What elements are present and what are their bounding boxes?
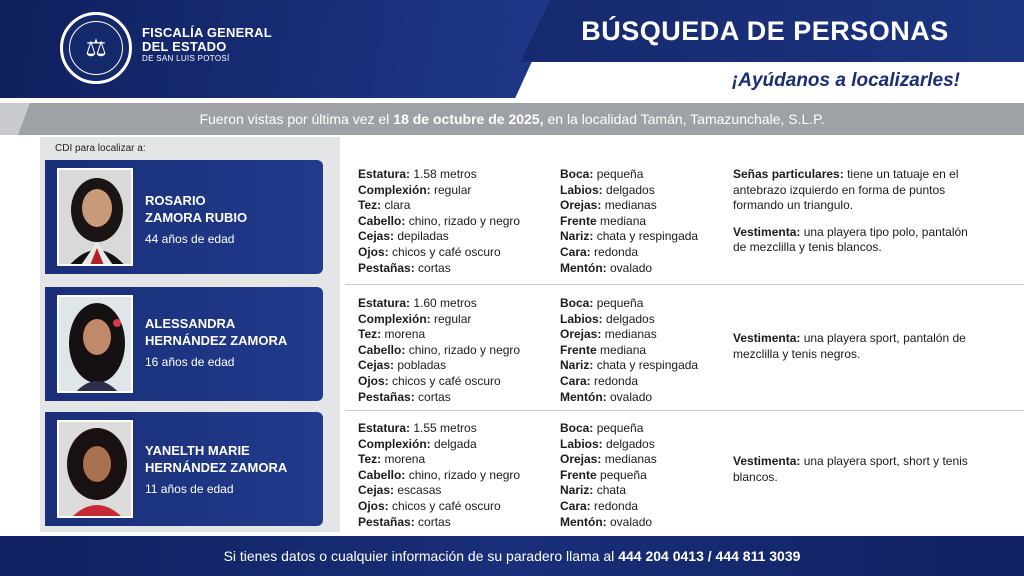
person-photo-2 xyxy=(57,295,133,393)
extra-info-3: Vestimenta: una playera sport, short y tenis blancos. xyxy=(733,454,968,484)
person-name-2: ALESSANDRA HERNÁNDEZ ZAMORA xyxy=(145,316,288,348)
page-subtitle: ¡Ayúdanos a localizarles! xyxy=(731,70,960,91)
org-subtitle: DE SAN LUIS POTOSÍ xyxy=(142,54,230,63)
person-age-3: 11 años de edad xyxy=(145,482,234,496)
row-divider xyxy=(345,410,1024,411)
extra-info-1: Señas particulares: tiene un tatuaje en el antebrazo izquierdo en forma de puntos formando un triangulo. Vestimenta: una playera tipo polo, pantalón de mezclilla y tenis blancos. xyxy=(733,167,968,255)
last-seen-bar: Fueron vistas por última vez el 18 de octubre de 2025, en la localidad Tamán, Tamazunchale, S.L.P. xyxy=(0,103,1024,135)
person-name-1: ROSARIO ZAMORA RUBIO xyxy=(145,193,248,225)
page-title: BÚSQUEDA DE PERSONAS xyxy=(581,16,949,46)
person-name-3: YANELTH MARIE HERNÁNDEZ ZAMORA xyxy=(145,443,288,475)
person-photo-3 xyxy=(57,420,133,518)
person-card-1 xyxy=(45,160,323,274)
facial-traits-3: Boca: pequeña Labios: delgados Orejas: medianas Frente pequeña Nariz: chata Cara: redonda Mentón: ovalado xyxy=(560,421,657,529)
contact-footer: Si tienes datos o cualquier información de su paradero llama al 444 204 0413 / 444 811 3039 xyxy=(0,536,1024,576)
extra-info-2: Vestimenta: una playera sport, pantalón de mezclilla y tenis negros. xyxy=(733,331,966,361)
contact-phones: 444 204 0413 / 444 811 3039 xyxy=(618,548,801,564)
physical-traits-3: Estatura: 1.55 metros Complexión: delgada Tez: morena Cabello: chino, rizado y negro Cejas: escasas Ojos: chicos y café oscuro Pestañas: cortas xyxy=(358,421,521,529)
person-card-2 xyxy=(45,287,323,401)
person-card-3 xyxy=(45,412,323,526)
physical-traits-1: Estatura: 1.58 metros Complexión: regular Tez: clara Cabello: chino, rizado y negro Cejas: depiladas Ojos: chicos y café oscuro Pestañas: cortas xyxy=(358,167,521,275)
person-age-1: 44 años de edad xyxy=(145,232,235,246)
facial-traits-1: Boca: pequeña Labios: delgados Orejas: medianas Frente mediana Nariz: chata y respingada Cara: redonda Mentón: ovalado xyxy=(560,167,699,275)
fiscalia-seal-icon: ⚖ xyxy=(60,12,132,84)
org-name: FISCALÍA GENERAL DEL ESTADO xyxy=(142,25,272,54)
physical-traits-2: Estatura: 1.60 metros Complexión: regular Tez: morena Cabello: chino, rizado y negro Cejas: pobladas Ojos: chicos y café oscuro Pestañas: cortas xyxy=(358,296,521,404)
row-divider xyxy=(345,284,1024,285)
facial-traits-2: Boca: pequeña Labios: delgados Orejas: medianas Frente mediana Nariz: chata y respingada Cara: redonda Mentón: ovalado xyxy=(560,296,699,404)
person-photo-1 xyxy=(57,168,133,266)
cdi-label: CDI para localizar a: xyxy=(55,143,146,154)
person-age-2: 16 años de edad xyxy=(145,355,235,369)
